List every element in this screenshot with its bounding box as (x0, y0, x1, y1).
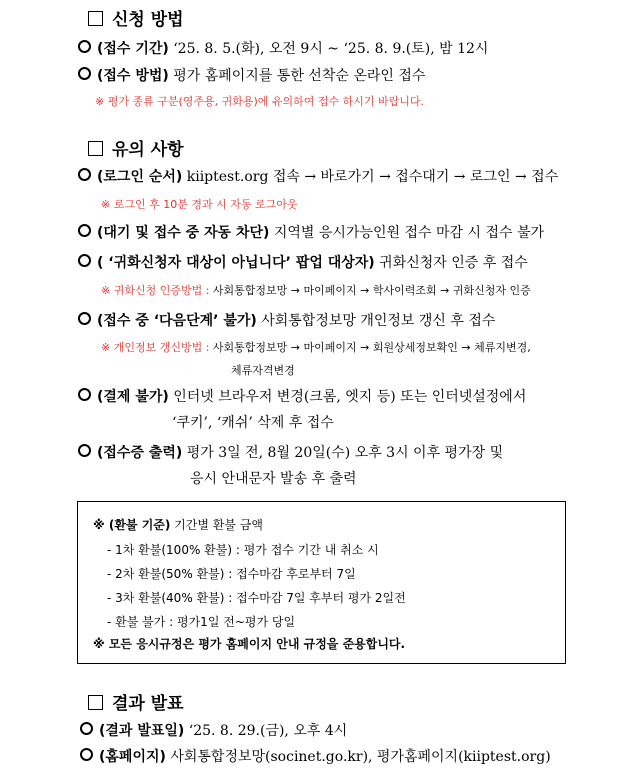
payment-item (78, 386, 526, 406)
login-order-text: kiiptest.org 접속 → 바로가기 → 접수대기 → 로그인 → 접수 (182, 169, 559, 185)
checkbox-square-icon (88, 141, 103, 156)
next-step-text: 사회통합정보망 개인정보 갱신 후 접수 (256, 313, 496, 329)
payment-text: 인터넷 브라우저 변경(크롬, 엣지 등) 또는 인터넷설정에서 (168, 389, 527, 405)
checkbox-square-icon (88, 11, 103, 26)
checkbox-square-icon (88, 695, 103, 710)
result-date-label: (결과 발표일) (99, 723, 185, 739)
naturalization-popup-text: 귀화신청자 인증 후 접수 (374, 255, 528, 271)
auto-block-item (78, 222, 544, 242)
refund-footer: ※ 모든 응시규정은 평가 홈페이지 안내 규정을 준용합니다. (93, 637, 406, 651)
circle-bullet-icon (78, 168, 91, 181)
circle-bullet-icon (78, 67, 91, 80)
apply-method-text: 평가 홈페이지를 통한 선착순 온라인 접수 (168, 68, 426, 84)
refund-header: ※ (환불 기준) 기간별 환불 금액 (93, 518, 263, 532)
print-receipt-label: (접수증 출력) (97, 445, 183, 461)
circle-bullet-icon (78, 254, 91, 267)
login-note: ※ 로그인 후 10분 경과 시 자동 로그아웃 (101, 198, 298, 211)
payment-text-cont: ‘쿠키’, ‘캐쉬’ 삭제 후 접수 (172, 415, 334, 431)
refund-line-4: - 환불 불가 : 평가1일 전~평가 당일 (107, 615, 296, 629)
apply-note: ※ 평가 종류 구분(영주용, 귀화용)에 유의하여 접수 하시기 바랍니다. (95, 95, 425, 108)
naturalization-popup-item (78, 252, 528, 272)
auto-block-label: (대기 및 접수 중 자동 차단) (97, 225, 270, 241)
next-step-item (78, 310, 495, 330)
next-step-label: (접수 중 ‘다음단계’ 불가) (97, 313, 257, 329)
payment-label: (결제 불가) (97, 389, 169, 405)
result-date-text: ‘25. 8. 29.(금), 오후 4시 (184, 723, 348, 739)
result-date-item (80, 720, 347, 740)
apply-period-item (78, 38, 488, 58)
print-receipt-item (78, 442, 503, 462)
circle-bullet-icon (78, 444, 91, 457)
personal-info-note: ※ 개인정보 갱신방법 : 사회통합정보망 → 마이페이지 → 회원상세정보확인 → 체류지변경, (101, 341, 531, 354)
circle-bullet-icon (78, 40, 91, 53)
result-site-label: (홈페이지) (99, 749, 166, 765)
refund-line-1: - 1차 환불(100% 환불) : 평가 접수 기간 내 취소 시 (107, 543, 379, 557)
circle-bullet-icon (78, 224, 91, 237)
personal-info-note-cont: 체류자격변경 (231, 364, 295, 377)
apply-period-text: ‘25. 8. 5.(화), 오전 9시 ~ ‘25. 8. 9.(토), 밤 12시 (168, 41, 489, 57)
apply-method-label: (접수 방법) (97, 68, 169, 84)
refund-line-2: - 2차 환불(50% 환불) : 접수마감 후로부터 7일 (107, 567, 356, 581)
section-title-apply: 신청 방법 (88, 5, 184, 30)
result-site-text: 사회통합정보망(socinet.go.kr), 평가홈페이지(kiiptest.org) (165, 749, 551, 765)
apply-period-label: (접수 기간) (97, 41, 169, 57)
section-title-result: 결과 발표 (88, 689, 184, 714)
circle-bullet-icon (80, 748, 93, 761)
circle-bullet-icon (78, 388, 91, 401)
result-site-item (80, 746, 551, 766)
refund-line-3: - 3차 환불(40% 환불) : 접수마감 7일 후부터 평가 2일전 (107, 591, 406, 605)
auto-block-text: 지역별 응시가능인원 접수 마감 시 접수 불가 (269, 225, 545, 241)
apply-method-item (78, 65, 425, 85)
circle-bullet-icon (80, 722, 93, 735)
login-order-item (78, 166, 558, 186)
circle-bullet-icon (78, 312, 91, 325)
login-order-label: (로그인 순서) (97, 169, 183, 185)
naturalization-note: ※ 귀화신청 인증방법 : 사회통합정보망 → 마이페이지 → 학사이력조회 → 귀화신청자 인증 (101, 284, 531, 297)
naturalization-popup-label: ( ‘귀화신청자 대상이 아닙니다’ 팝업 대상자) (97, 255, 375, 271)
print-receipt-text: 평가 3일 전, 8월 20일(수) 오후 3시 이후 평가장 및 (182, 445, 504, 461)
print-receipt-text-cont: 응시 안내문자 발송 후 출력 (190, 471, 357, 487)
section-title-caution: 유의 사항 (88, 135, 184, 160)
